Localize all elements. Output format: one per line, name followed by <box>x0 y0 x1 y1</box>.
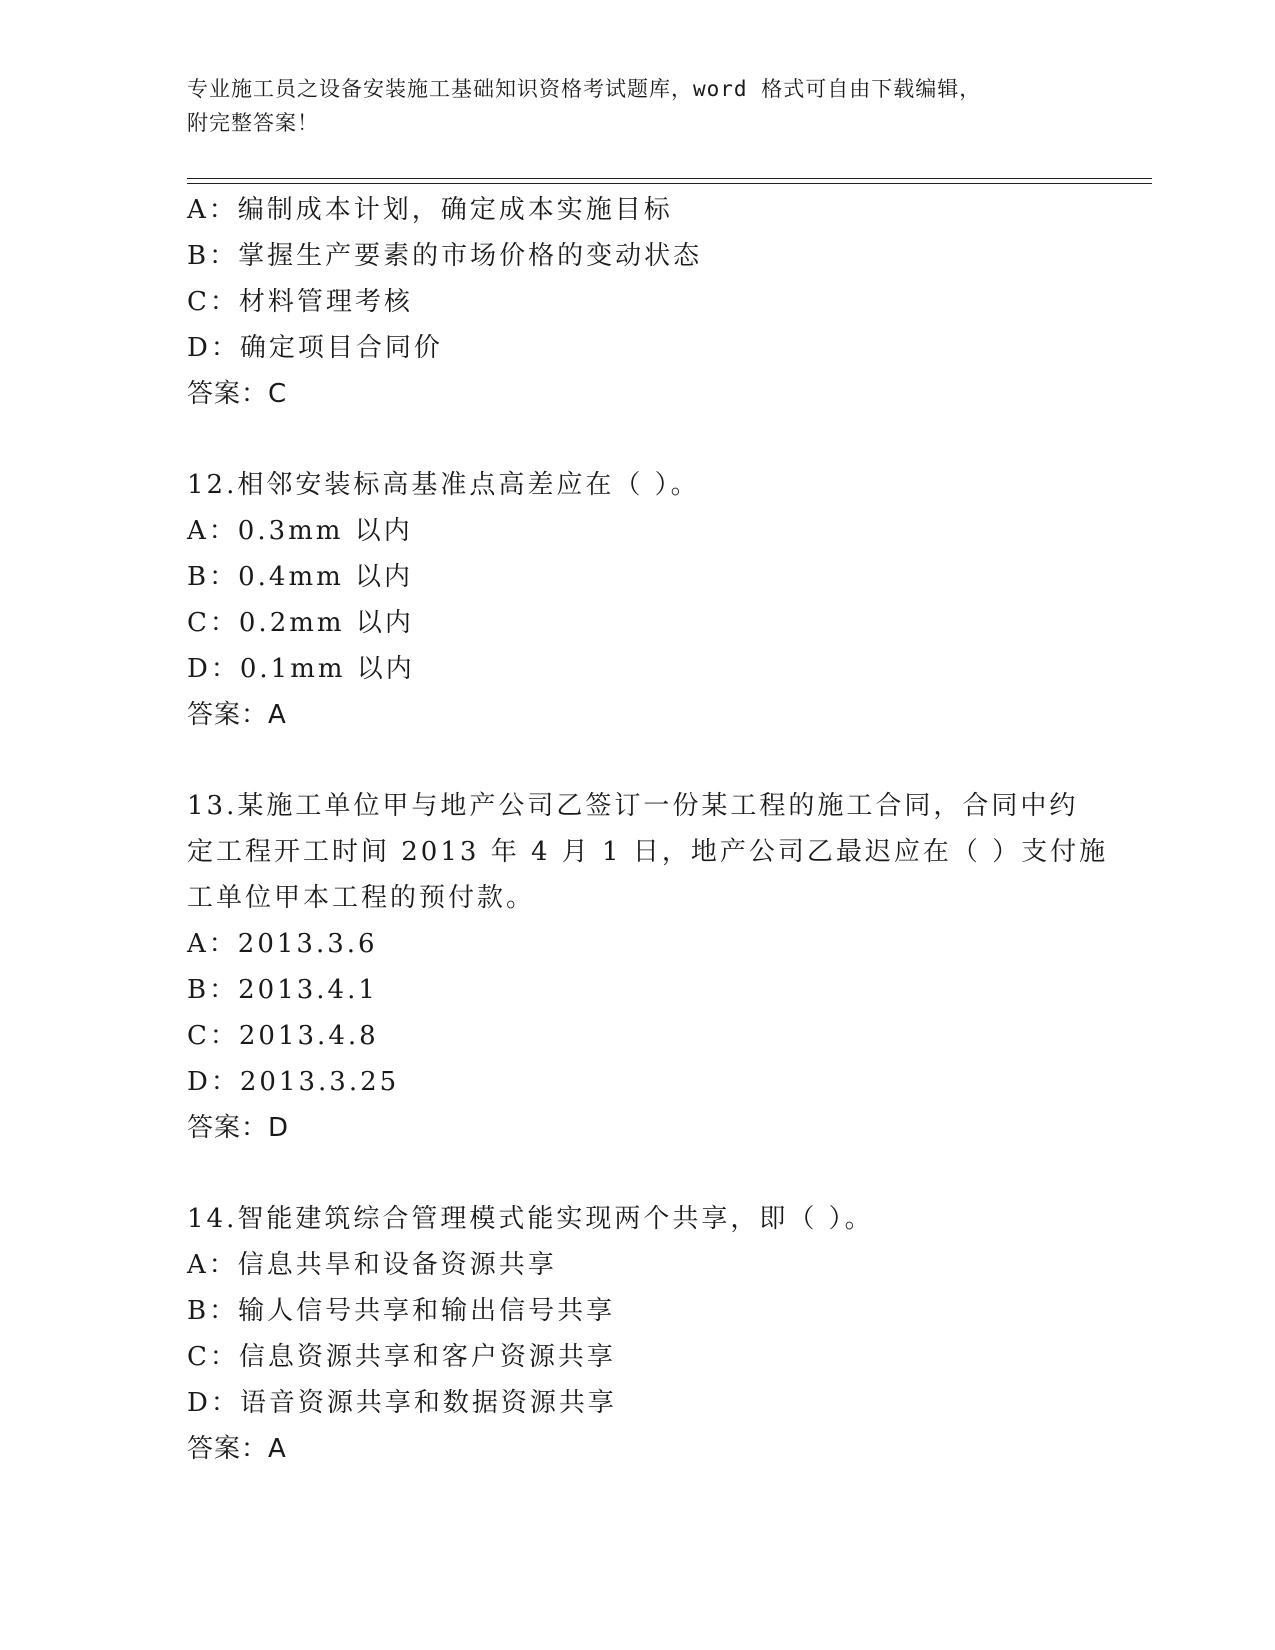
option-c: C：材料管理考核 <box>187 287 413 317</box>
option-d: D：0.1mm 以内 <box>187 654 415 684</box>
option-d: D：2013.3.25 <box>187 1067 400 1097</box>
option-b: B：2013.4.1 <box>187 975 378 1005</box>
document-header <box>187 72 1067 140</box>
option-c: C：信息资源共享和客户资源共享 <box>187 1342 616 1372</box>
option-c: C：2013.4.8 <box>187 1021 379 1051</box>
question-text-line-2: 定工程开工时间 2013 年 4 月 1 日，地产公司乙最迟应在（ ）支付施 <box>187 837 1109 867</box>
option-a: A：2013.3.6 <box>187 929 378 959</box>
question-text: 12.相邻安装标高基准点高差应在（ ）。 <box>187 470 700 500</box>
option-c: C：0.2mm 以内 <box>187 608 414 638</box>
option-a: A：信息共旱和设备资源共享 <box>187 1250 557 1280</box>
header-line-1: 专业施工员之设备安装施工基础知识资格考试题库，word 格式可自由下载编辑， <box>187 77 982 101</box>
question-text-line-1: 13.某施工单位甲与地产公司乙签订一份某工程的施工合同，合同中约 <box>187 791 1079 821</box>
header-divider-top <box>187 178 1152 179</box>
header-line-2: 附完整答案！ <box>187 111 319 135</box>
answer-line: 答案：C <box>187 379 288 409</box>
option-a: A：编制成本计划，确定成本实施目标 <box>187 195 673 225</box>
question-text: 14.智能建筑综合管理模式能实现两个共享，即（ ）。 <box>187 1204 874 1234</box>
question-12 <box>187 462 1087 738</box>
question-list <box>187 187 1109 1472</box>
header-divider-bottom <box>187 183 1152 184</box>
option-d: D：确定项目合同价 <box>187 333 443 363</box>
option-b: B：0.4mm 以内 <box>187 562 414 592</box>
question-13 <box>187 783 1109 1151</box>
spacer <box>187 738 1087 783</box>
spacer <box>187 1151 1087 1196</box>
option-b: B：掌握生产要素的市场价格的变动状态 <box>187 241 703 271</box>
spacer <box>187 417 1087 462</box>
answer-line: 答案：A <box>187 1434 287 1464</box>
option-b: B：输人信号共享和输出信号共享 <box>187 1296 616 1326</box>
option-d: D：语音资源共享和数据资源共享 <box>187 1388 617 1418</box>
answer-line: 答案：A <box>187 700 287 730</box>
question-text-line-3: 工单位甲本工程的预付款。 <box>187 883 536 913</box>
option-a: A：0.3mm 以内 <box>187 516 413 546</box>
question-11-partial <box>187 187 1087 417</box>
answer-line: 答案：D <box>187 1113 290 1143</box>
question-14 <box>187 1196 1087 1472</box>
